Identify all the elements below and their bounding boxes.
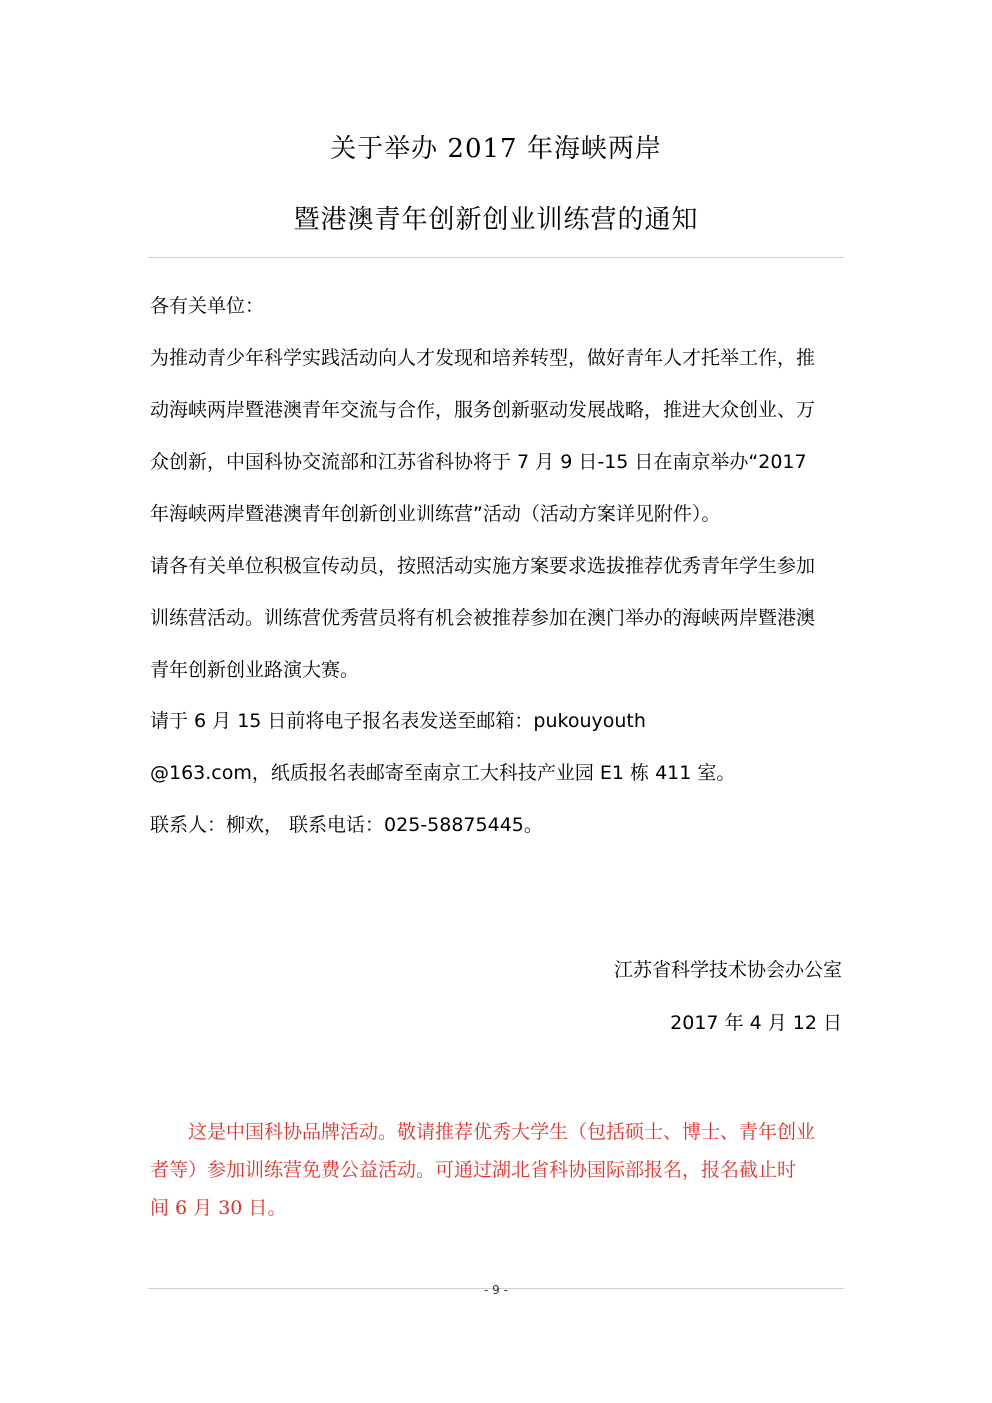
document-title-line-1: 关于举办 2017 年海峡两岸 [330,134,662,164]
contact-text: 联系人：柳欢， 联系电话：025-58875445。 [150,814,543,836]
document-title-line-2: 暨港澳青年创新创业训练营的通知 [293,205,699,235]
note-line: 间 6 月 30 日。 [150,1197,287,1219]
signature-date: 2017 年 4 月 12 日 [670,1012,842,1034]
page-number: - 9 - [484,1283,508,1297]
red-note [150,1113,846,1227]
paragraph-line: 请各有关单位积极宣传动员，按照活动实施方案要求选拔推荐优秀青年学生参加 [150,555,816,577]
paragraph-request [150,540,846,696]
paragraph-line: 年海峡两岸暨港澳青年创新创业训练营”活动（活动方案详见附件）。 [150,503,721,525]
paragraph-line: 训练营活动。训练营优秀营员将有机会被推荐参加在澳门举办的海峡两岸暨港澳 [150,607,816,629]
paragraph-purpose [150,332,846,540]
paragraph-line: 动海峡两岸暨港澳青年交流与合作，服务创新驱动发展战略，推进大众创业、万 [150,399,816,421]
paragraph-registration [150,695,846,799]
contact-info [150,799,846,851]
header-divider [148,257,844,258]
paragraph-line: 请于 6 月 15 日前将电子报名表发送至邮箱：pukouyouth [150,710,646,732]
paragraph-line: 青年创新创业路演大赛。 [150,659,360,681]
paragraph-line: 众创新，中国科协交流部和江苏省科协将于 7 月 9 日-15 日在南京举办“2017 [150,451,807,473]
paragraph-line: @163.com，纸质报名表邮寄至南京工大科技产业园 E1 栋 411 室。 [150,762,736,784]
note-line: 者等）参加训练营免费公益活动。可通过湖北省科协国际部报名，报名截止时 [150,1159,797,1181]
signature-organization: 江苏省科学技术协会办公室 [613,959,842,981]
salutation-text: 各有关单位： [150,295,265,317]
paragraph-line: 为推动青少年科学实践活动向人才发现和培养转型，做好青年人才托举工作，推 [150,347,816,369]
salutation [150,280,846,332]
note-line: 这是中国科协品牌活动。敬请推荐优秀大学生（包括硕士、博士、青年创业 [188,1121,816,1143]
